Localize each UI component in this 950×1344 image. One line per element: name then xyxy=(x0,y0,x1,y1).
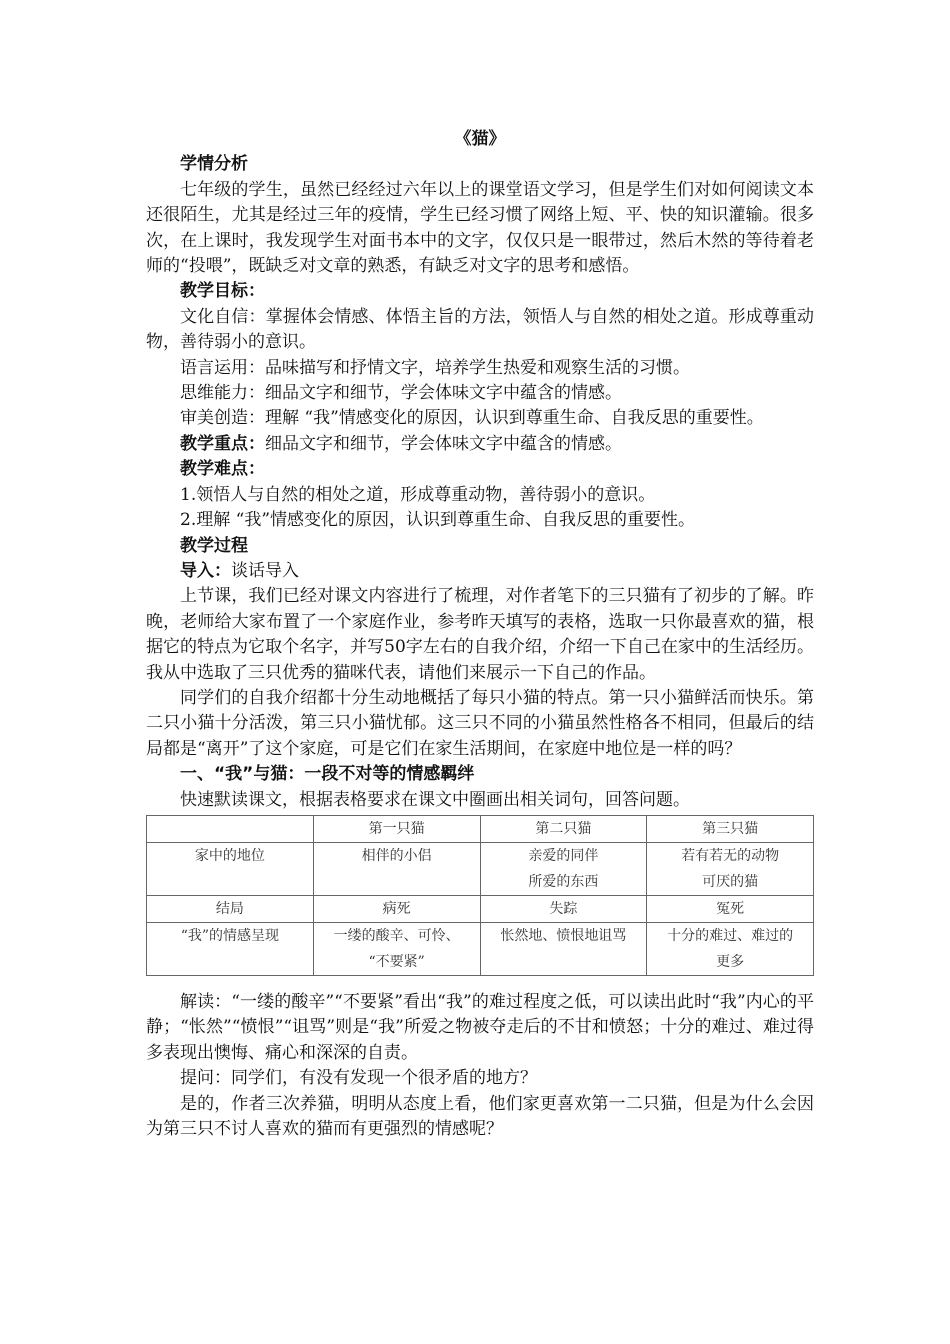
difficult-point-1: 1.领悟人与自然的相处之道，形成尊重动物，善待弱小的意识。 xyxy=(180,484,656,505)
table-cell: 家中的地位 xyxy=(147,842,314,895)
cell-line: 更多 xyxy=(716,953,745,970)
answer-paragraph: 是的，作者三次养猫，明明从态度上看，他们家更喜欢第一二只猫，但是为什么会因为第三只不讨人喜欢的猫而有更强烈的情感呢？ xyxy=(146,1093,814,1139)
intro-line xyxy=(146,559,814,584)
cell-line: 十分的难过、难过的 xyxy=(667,927,794,944)
table-cell: 失踪 xyxy=(480,895,647,922)
goal-thinking: 思维能力：细品文字和细节，学会体味文字中蕴含的情感。 xyxy=(180,383,622,404)
cell-line: 若有若无的动物 xyxy=(681,847,780,864)
table-cell xyxy=(647,922,814,975)
question-paragraph: 提问：同学们，有没有发现一个很矛盾的地方？ xyxy=(180,1068,537,1089)
table-cell xyxy=(647,842,814,895)
table-cell: 第一只猫 xyxy=(313,815,480,842)
goal-aesthetic: 审美创造：理解 “我”情感变化的原因，认识到尊重生命、自我反思的重要性。 xyxy=(180,408,764,429)
cat-comparison-table xyxy=(146,815,814,976)
goal-culture: 文化自信：掌握体会情感、体悟主旨的方法，领悟人与自然的相处之道。形成尊重动物，善待弱小的意识。 xyxy=(146,306,814,353)
cell-line: “不要紧” xyxy=(368,953,425,970)
section-heading-process: 教学过程 xyxy=(180,535,248,556)
table-cell xyxy=(313,922,480,975)
difficult-point-2: 2.理解 “我”情感变化的原因，认识到尊重生命、自我反思的重要性。 xyxy=(180,510,696,531)
process-paragraph-1: 上节课，我们已经对课文内容进行了梳理，对作者笔下的三只猫有了初步的了解。昨晚，老师给大家布置了一个家庭作业，参考昨天填写的表格，选取一只你最喜欢的猫，根据它的特点为它取个名字，并写50字左右的自我介绍，介绍一下自己在家中的生活经历。我从中选取了三只优秀的猫咪代表，请他们来展示一下自己的作品。 xyxy=(146,586,814,683)
process-paragraph-2: 同学们的自我介绍都十分生动地概括了每只小猫的特点。第一只小猫鲜活而快乐。第二只小猫十分活泼，第三只小猫忧郁。这三只不同的小猫虽然性格各不相同，但最后的结局都是“离开”了这个家庭，可是它们在家生活期间，在家庭中地位是一样的吗？ xyxy=(146,687,814,759)
key-point-label: 教学重点： xyxy=(180,433,265,454)
table-cell xyxy=(480,842,647,895)
section-heading-analysis: 学情分析 xyxy=(180,154,248,175)
table-cell: 冤死 xyxy=(647,895,814,922)
intro-label: 导入： xyxy=(180,560,231,581)
part1-instruction: 快速默读课文，根据表格要求在课文中圈画出相关词句，回答问题。 xyxy=(180,789,690,810)
cell-line: 可厌的猫 xyxy=(702,873,759,890)
table-cell: 第三只猫 xyxy=(647,815,814,842)
table-cell: 病死 xyxy=(313,895,480,922)
analysis-paragraph: 七年级的学生，虽然已经经过六年以上的课堂语文学习，但是学生们对如何阅读文本还很陌生，尤其是经过三年的疫情，学生已经习惯了网络上短、平、快的知识灌输。很多次，在上课时，我发现学生对面书本中的文字，仅仅只是一眼带过，然后木然的等待着老师的“投喂”，既缺乏对文章的熟悉，有缺乏对文字的思考和感悟。 xyxy=(146,179,814,277)
goal-language: 语言运用：品味描写和抒情文字，培养学生热爱和观察生活的习惯。 xyxy=(180,357,690,378)
intro-text: 谈话导入 xyxy=(231,560,299,581)
table-cell: “我”的情感呈现 xyxy=(147,922,314,975)
table-header-row xyxy=(147,815,814,842)
table-row xyxy=(147,842,814,895)
table-row xyxy=(147,895,814,922)
table-cell: 结局 xyxy=(147,895,314,922)
document-page xyxy=(146,127,814,1142)
document-title: 《猫》 xyxy=(454,129,506,149)
table-cell: 相伴的小侣 xyxy=(313,842,480,895)
table-cell xyxy=(147,815,314,842)
section-heading-goals: 教学目标： xyxy=(180,281,265,302)
table-cell: 怅然地、愤恨地诅骂 xyxy=(480,922,647,975)
table-row xyxy=(147,922,814,975)
key-point-text: 细品文字和细节，学会体味文字中蕴含的情感。 xyxy=(265,433,622,454)
interpretation-paragraph: 解读：“一缕的酸辛”“不要紧”看出“我”的难过程度之低，可以读出此时“我”内心的平静；“怅然”“愤恨”“诅骂”则是“我”所爱之物被夺走后的不甘和愤怒；十分的难过、难过得多表现出懊悔、痛心和深深的自责。 xyxy=(146,991,814,1063)
section-heading-difficult: 教学难点： xyxy=(180,459,265,480)
cell-line: 亲爱的同伴 xyxy=(528,847,599,864)
part1-heading: 一、“我”与猫：一段不对等的情感羁绊 xyxy=(180,764,475,785)
cell-line: 一缕的酸辛、可怜、 xyxy=(333,927,460,944)
table-cell: 第二只猫 xyxy=(480,815,647,842)
cell-line: 所爱的东西 xyxy=(528,873,599,890)
key-point xyxy=(146,432,814,457)
